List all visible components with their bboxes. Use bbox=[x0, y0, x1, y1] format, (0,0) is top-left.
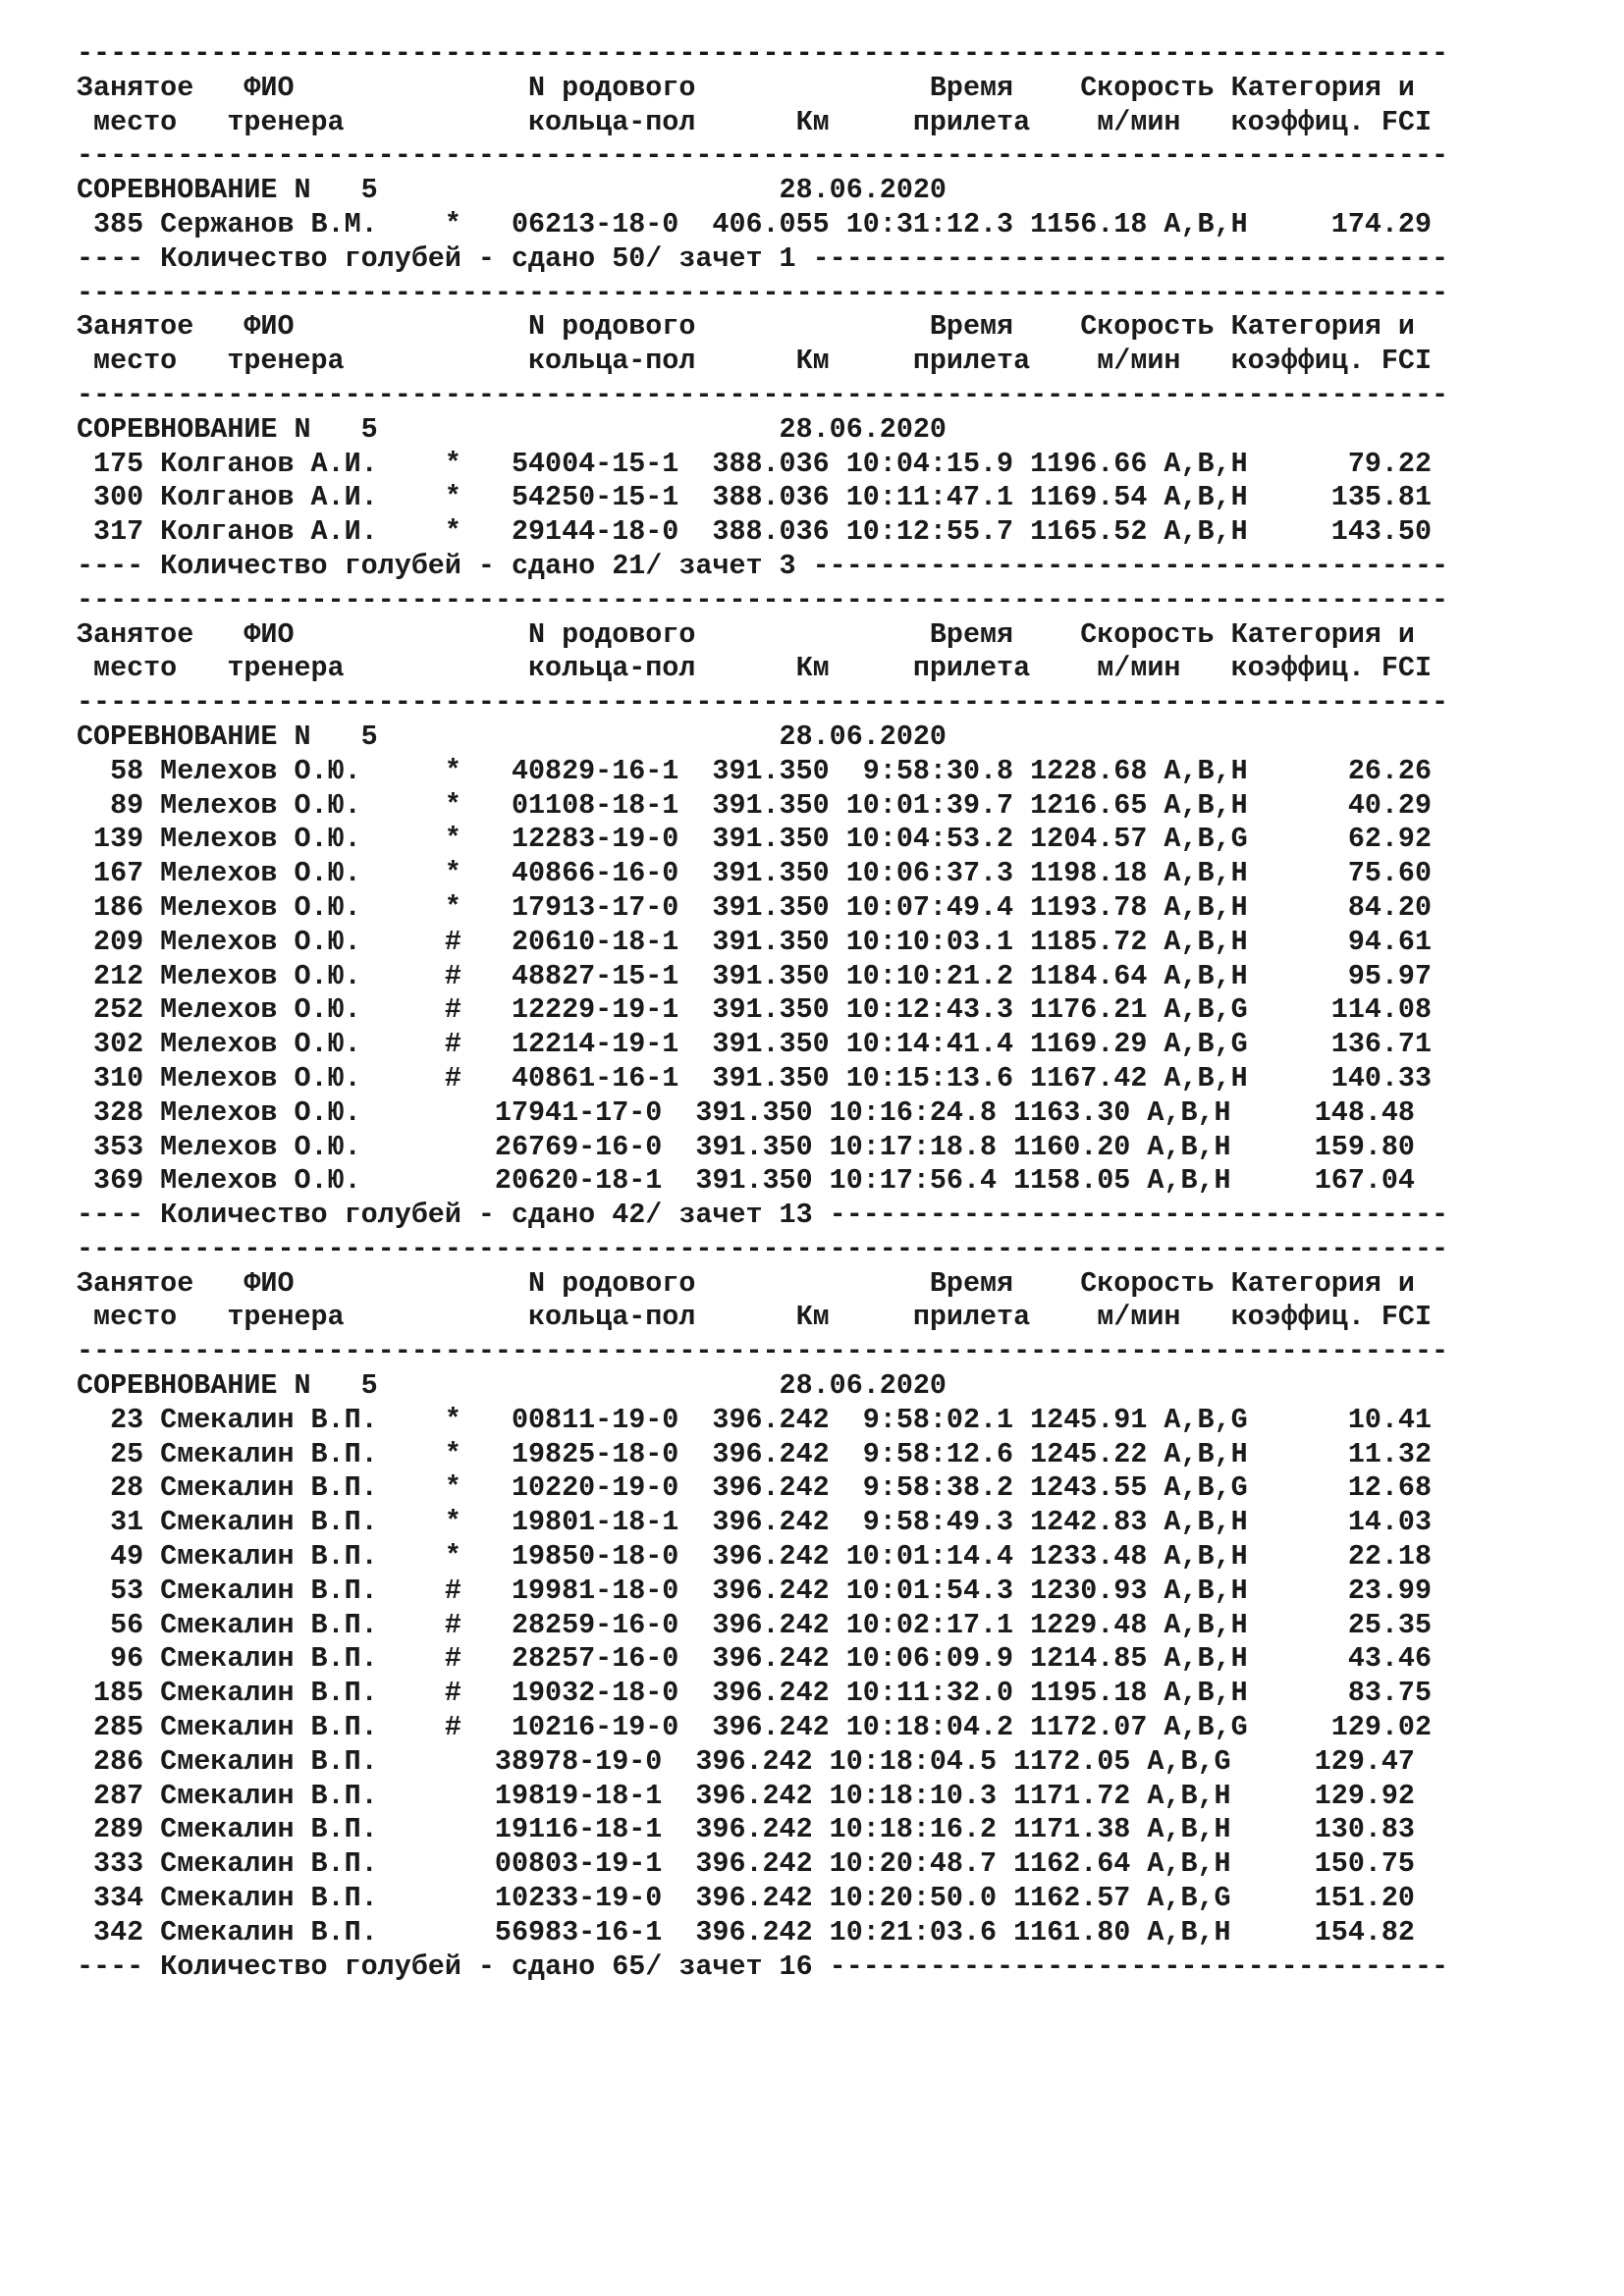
column-header-line-1: Занятое ФИО N родового Время Скорость Категория и bbox=[77, 617, 1415, 651]
result-row: 56 Смекалин В.П. # 28259-16-0 396.242 10:02:17.1 1229.48 A,B,H 25.35 bbox=[77, 1608, 1433, 1641]
result-row: 353 Мелехов О.Ю. 26769-16-0 391.350 10:17:18.8 1160.20 A,B,H 159.80 bbox=[77, 1130, 1415, 1163]
separator-line: ---------------------------------------------------------------------------------- bbox=[77, 276, 1449, 309]
column-header-line-1: Занятое ФИО N родового Время Скорость Категория и bbox=[77, 71, 1415, 104]
result-row: 333 Смекалин В.П. 00803-19-1 396.242 10:20:48.7 1162.64 A,B,H 150.75 bbox=[77, 1847, 1415, 1881]
separator-line: ---------------------------------------------------------------------------------- bbox=[77, 583, 1449, 616]
separator-line: ---------------------------------------------------------------------------------- bbox=[77, 139, 1449, 173]
result-row: 139 Мелехов О.Ю. * 12283-19-0 391.350 10:04:53.2 1204.57 A,B,G 62.92 bbox=[77, 823, 1433, 856]
result-row: 53 Смекалин В.П. # 19981-18-0 396.242 10:01:54.3 1230.93 A,B,H 23.99 bbox=[77, 1574, 1433, 1607]
result-row: 212 Мелехов О.Ю. # 48827-15-1 391.350 10:10:21.2 1184.64 A,B,H 95.97 bbox=[77, 959, 1433, 992]
result-row: 23 Смекалин В.П. * 00811-19-0 396.242 9:58:02.1 1245.91 A,B,G 10.41 bbox=[77, 1403, 1433, 1436]
result-row: 31 Смекалин В.П. * 19801-18-1 396.242 9:58:49.3 1242.83 A,B,H 14.03 bbox=[77, 1506, 1433, 1539]
result-row: 289 Смекалин В.П. 19116-18-1 396.242 10:18:16.2 1171.38 A,B,H 130.83 bbox=[77, 1813, 1415, 1846]
separator-line: ---------------------------------------------------------------------------------- bbox=[77, 37, 1449, 70]
result-row: 175 Колганов А.И. * 54004-15-1 388.036 10:04:15.9 1196.66 A,B,H 79.22 bbox=[77, 447, 1433, 480]
result-row: 286 Смекалин В.П. 38978-19-0 396.242 10:18:04.5 1172.05 A,B,G 129.47 bbox=[77, 1744, 1415, 1778]
result-row: 89 Мелехов О.Ю. * 01108-18-1 391.350 10:01:39.7 1216.65 A,B,H 40.29 bbox=[77, 788, 1433, 822]
result-row: 185 Смекалин В.П. # 19032-18-0 396.242 10:11:32.0 1195.18 A,B,H 83.75 bbox=[77, 1677, 1433, 1710]
result-row: 58 Мелехов О.Ю. * 40829-16-1 391.350 9:58:30.8 1228.68 A,B,H 26.26 bbox=[77, 754, 1433, 787]
result-row: 302 Мелехов О.Ю. # 12214-19-1 391.350 10:14:41.4 1169.29 A,B,G 136.71 bbox=[77, 1028, 1433, 1061]
summary-line: ---- Количество голубей - сдано 21/ зачет 3 -------------------------------------- bbox=[77, 549, 1449, 582]
separator-line: ---------------------------------------------------------------------------------- bbox=[77, 1232, 1449, 1265]
summary-line: ---- Количество голубей - сдано 65/ зачет 16 ------------------------------------- bbox=[77, 1949, 1449, 1983]
result-row: 167 Мелехов О.Ю. * 40866-16-0 391.350 10:06:37.3 1198.18 A,B,H 75.60 bbox=[77, 857, 1433, 890]
result-row: 385 Сержанов В.М. * 06213-18-0 406.055 10:31:12.3 1156.18 A,B,H 174.29 bbox=[77, 207, 1433, 240]
result-row: 28 Смекалин В.П. * 10220-19-0 396.242 9:58:38.2 1243.55 A,B,G 12.68 bbox=[77, 1471, 1433, 1505]
separator-line: ---------------------------------------------------------------------------------- bbox=[77, 686, 1449, 720]
column-header-line-1: Занятое ФИО N родового Время Скорость Категория и bbox=[77, 310, 1415, 344]
result-row: 287 Смекалин В.П. 19819-18-1 396.242 10:18:10.3 1171.72 A,B,H 129.92 bbox=[77, 1779, 1415, 1812]
column-header-line-1: Занятое ФИО N родового Время Скорость Категория и bbox=[77, 1266, 1415, 1300]
result-row: 328 Мелехов О.Ю. 17941-17-0 391.350 10:16:24.8 1163.30 A,B,H 148.48 bbox=[77, 1095, 1415, 1129]
result-row: 252 Мелехов О.Ю. # 12229-19-1 391.350 10:12:43.3 1176.21 A,B,G 114.08 bbox=[77, 993, 1433, 1027]
separator-line: ---------------------------------------------------------------------------------- bbox=[77, 378, 1449, 411]
result-row: 310 Мелехов О.Ю. # 40861-16-1 391.350 10:15:13.6 1167.42 A,B,H 140.33 bbox=[77, 1061, 1433, 1095]
result-row: 285 Смекалин В.П. # 10216-19-0 396.242 10:18:04.2 1172.07 A,B,G 129.02 bbox=[77, 1711, 1433, 1744]
competition-line: СОРЕВНОВАНИЕ N 5 28.06.2020 bbox=[77, 1369, 947, 1403]
result-row: 300 Колганов А.И. * 54250-15-1 388.036 10:11:47.1 1169.54 A,B,H 135.81 bbox=[77, 481, 1433, 514]
column-header-line-2: место тренера кольца-пол Км прилета м/мин коэффиц. FCI bbox=[77, 345, 1433, 378]
column-header-line-2: место тренера кольца-пол Км прилета м/мин коэффиц. FCI bbox=[77, 1301, 1433, 1334]
result-row: 369 Мелехов О.Ю. 20620-18-1 391.350 10:17:56.4 1158.05 A,B,H 167.04 bbox=[77, 1164, 1415, 1198]
competition-line: СОРЕВНОВАНИЕ N 5 28.06.2020 bbox=[77, 174, 947, 207]
separator-line: ---------------------------------------------------------------------------------- bbox=[77, 1335, 1449, 1368]
result-row: 209 Мелехов О.Ю. # 20610-18-1 391.350 10:10:03.1 1185.72 A,B,H 94.61 bbox=[77, 925, 1433, 958]
result-row: 96 Смекалин В.П. # 28257-16-0 396.242 10:06:09.9 1214.85 A,B,H 43.46 bbox=[77, 1642, 1433, 1676]
competition-line: СОРЕВНОВАНИЕ N 5 28.06.2020 bbox=[77, 412, 947, 446]
column-header-line-2: место тренера кольца-пол Км прилета м/мин коэффиц. FCI bbox=[77, 105, 1433, 138]
result-row: 342 Смекалин В.П. 56983-16-1 396.242 10:21:03.6 1161.80 A,B,H 154.82 bbox=[77, 1915, 1415, 1949]
competition-line: СОРЕВНОВАНИЕ N 5 28.06.2020 bbox=[77, 720, 947, 753]
result-row: 25 Смекалин В.П. * 19825-18-0 396.242 9:58:12.6 1245.22 A,B,H 11.32 bbox=[77, 1437, 1433, 1470]
result-row: 317 Колганов А.И. * 29144-18-0 388.036 10:12:55.7 1165.52 A,B,H 143.50 bbox=[77, 515, 1433, 549]
summary-line: ---- Количество голубей - сдано 42/ зачет 13 ------------------------------------- bbox=[77, 1199, 1449, 1232]
column-header-line-2: место тренера кольца-пол Км прилета м/мин коэффиц. FCI bbox=[77, 652, 1433, 685]
result-row: 49 Смекалин В.П. * 19850-18-0 396.242 10:01:14.4 1233.48 A,B,H 22.18 bbox=[77, 1540, 1433, 1574]
result-row: 334 Смекалин В.П. 10233-19-0 396.242 10:20:50.0 1162.57 A,B,G 151.20 bbox=[77, 1882, 1415, 1915]
result-row: 186 Мелехов О.Ю. * 17913-17-0 391.350 10:07:49.4 1193.78 A,B,H 84.20 bbox=[77, 890, 1433, 924]
summary-line: ---- Количество голубей - сдано 50/ зачет 1 -------------------------------------- bbox=[77, 241, 1449, 275]
